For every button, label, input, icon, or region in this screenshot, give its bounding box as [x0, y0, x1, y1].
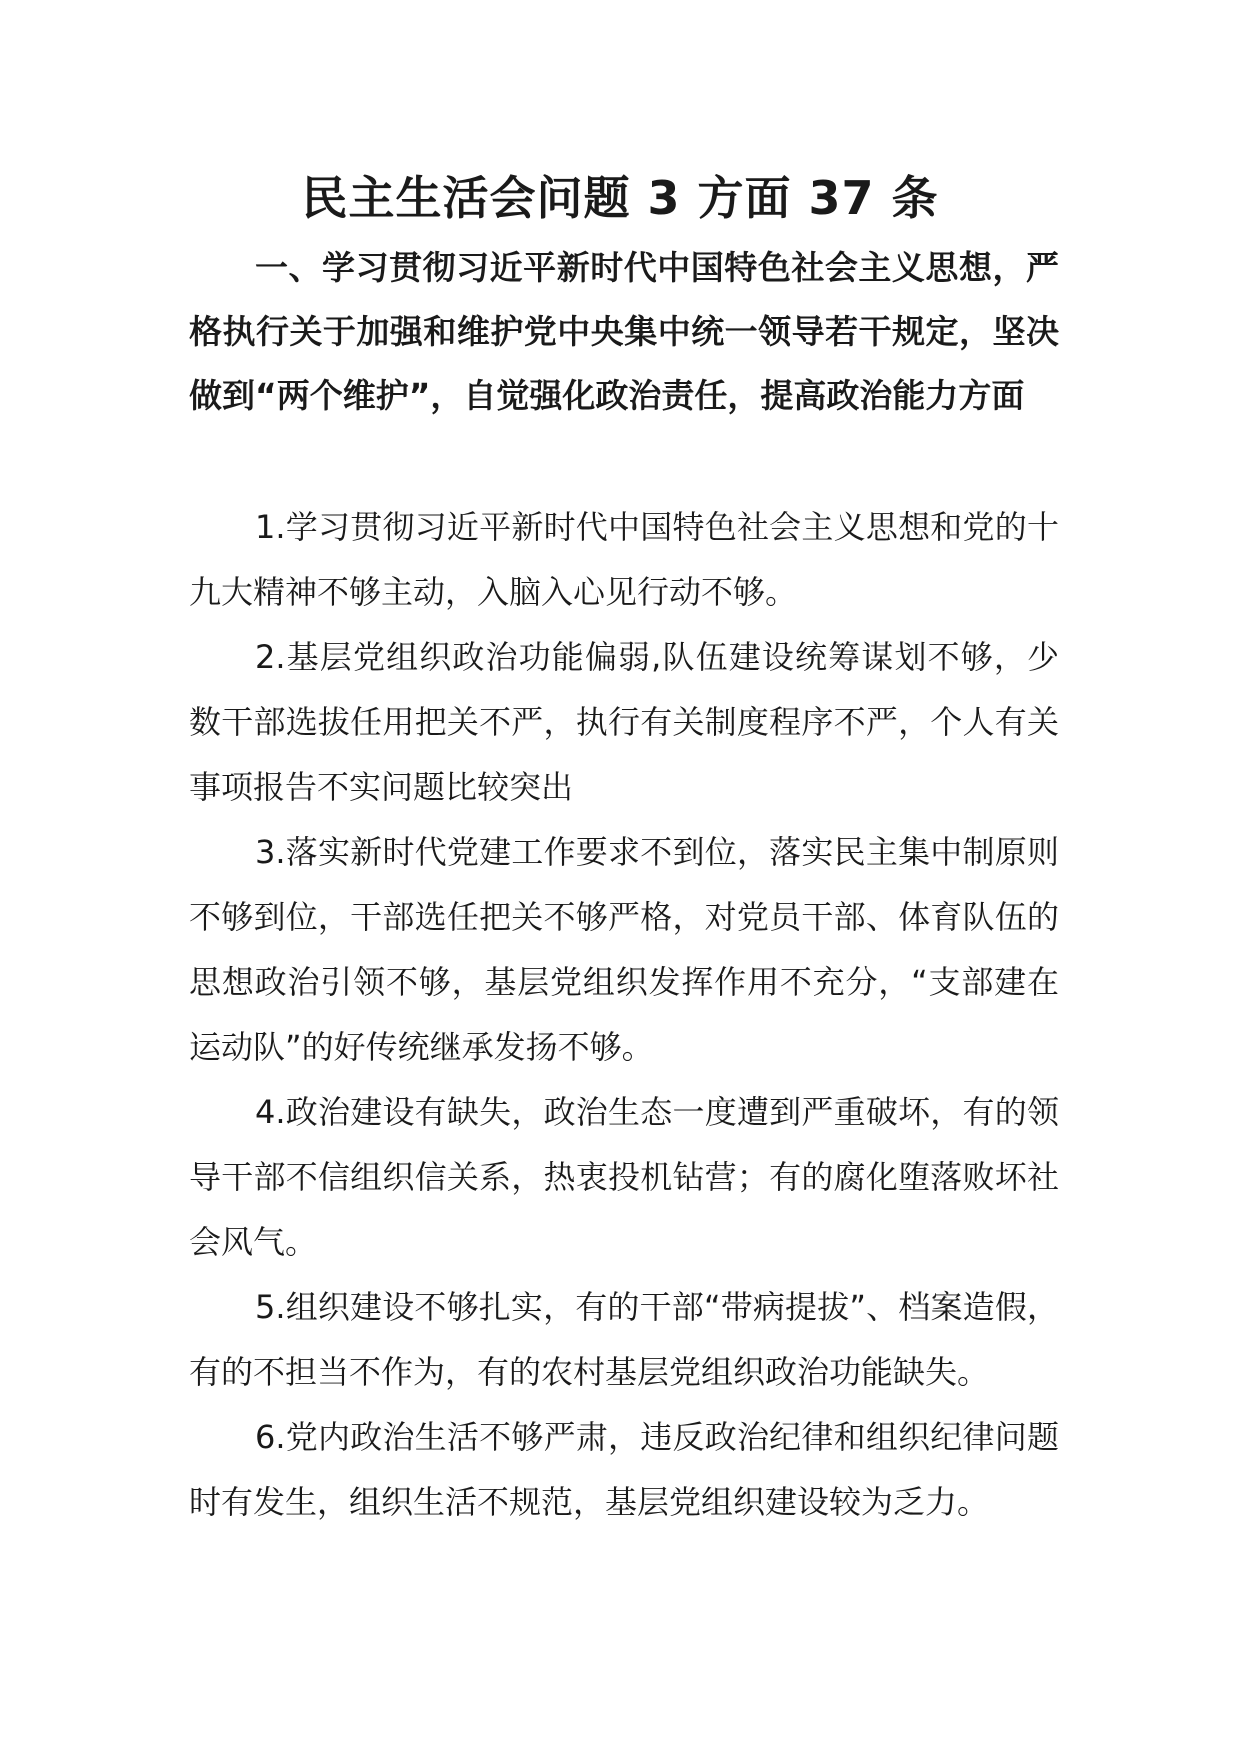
- section-heading: 一、学习贯彻习近平新时代中国特色社会主义思想，严格执行关于加强和维护党中央集中统一领导若干规定，坚决做到“两个维护”，自觉强化政治责任，提高政治能力方面: [189, 248, 1059, 415]
- document-title: 民主生活会问题 3 方面 37 条: [301, 171, 939, 225]
- list-item: 1.学习贯彻习近平新时代中国特色社会主义思想和党的十九大精神不够主动，入脑入心见行动不够。: [189, 508, 1059, 611]
- list-item: 2.基层党组织政治功能偏弱,队伍建设统筹谋划不够，少数干部选拔任用把关不严，执行有关制度程序不严，个人有关事项报告不实问题比较突出: [189, 638, 1059, 806]
- list-item: 6.党内政治生活不够严肃，违反政治纪律和组织纪律问题时有发生，组织生活不规范，基层党组织建设较为乏力。: [189, 1418, 1059, 1521]
- item-list: [189, 495, 1059, 1535]
- list-item: 3.落实新时代党建工作要求不到位，落实民主集中制原则不够到位，干部选任把关不够严格，对党员干部、体育队伍的思想政治引领不够，基层党组织发挥作用不充分，“支部建在运动队”的好传统继承发扬不够。: [189, 833, 1059, 1066]
- list-item: 4.政治建设有缺失，政治生态一度遭到严重破坏，有的领导干部不信组织信关系，热衷投机钻营；有的腐化堕落败坏社会风气。: [189, 1093, 1059, 1261]
- list-item: 5.组织建设不够扎实，有的干部“带病提拔”、档案造假，有的不担当不作为，有的农村基层党组织政治功能缺失。: [189, 1288, 1059, 1391]
